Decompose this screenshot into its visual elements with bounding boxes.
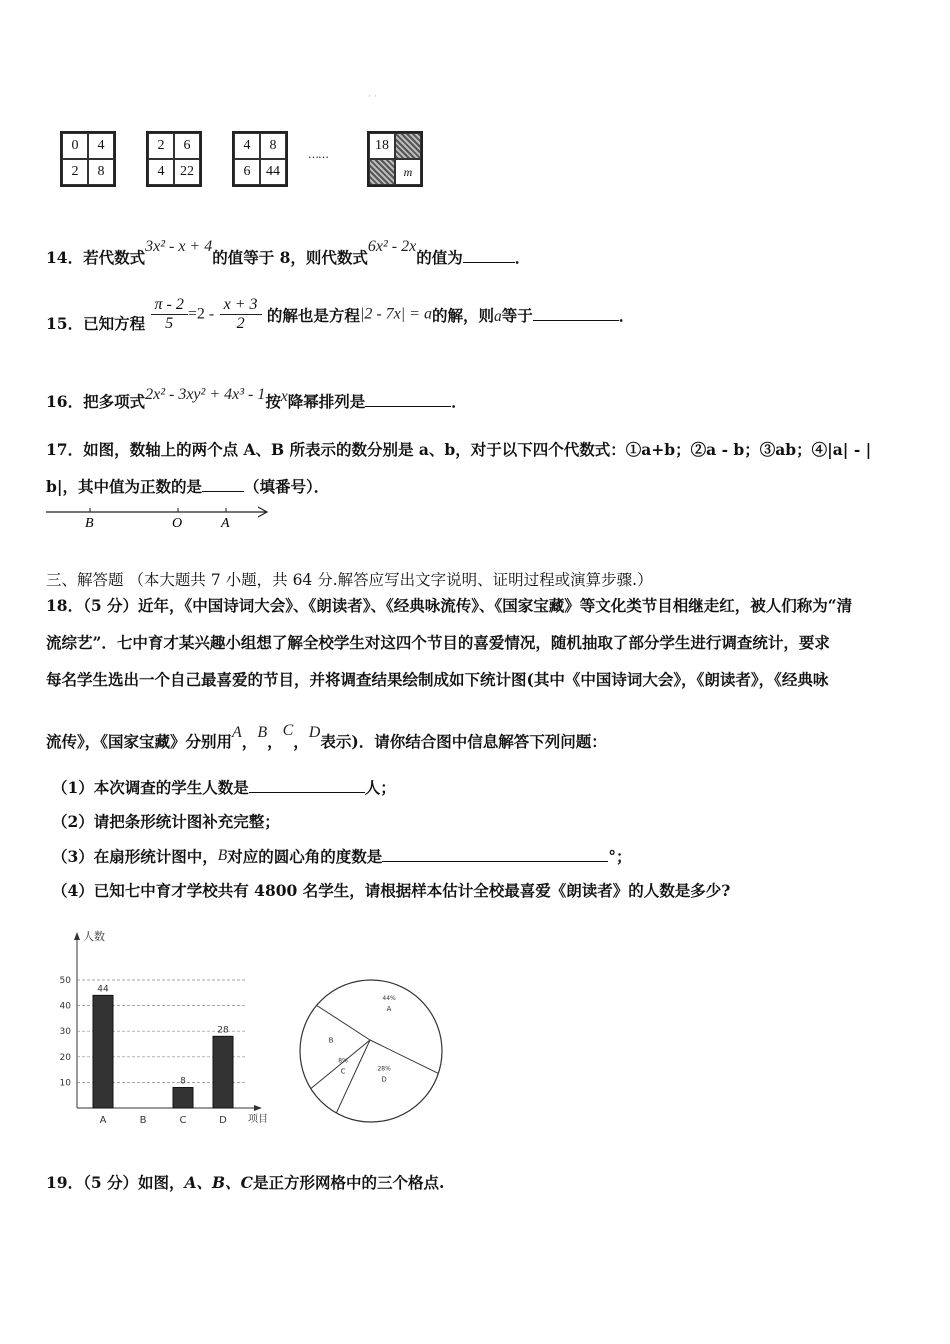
q-number: 14． <box>46 248 84 267</box>
cell: 22 <box>174 159 200 185</box>
text: ． <box>514 248 531 267</box>
cell: 4 <box>234 133 260 159</box>
header-mark: · · <box>368 92 377 102</box>
y-tick-label: 10 <box>59 1078 71 1089</box>
x-tick-label: D <box>219 1115 227 1126</box>
var-A: A <box>232 724 242 741</box>
cell: 44 <box>260 159 286 185</box>
text: 的值等于 8，则代数式 <box>212 248 368 267</box>
y-tick-label: 20 <box>59 1052 71 1063</box>
var-B: B <box>257 724 268 741</box>
variable: B <box>217 847 228 864</box>
cell: 0 <box>62 133 88 159</box>
bar <box>173 1088 193 1108</box>
sep: ， <box>241 732 258 751</box>
y-tick-label: 40 <box>59 1001 71 1012</box>
variable: a <box>493 307 502 325</box>
x-tick-label: A <box>99 1115 107 1126</box>
pie-pct-label: 8% <box>338 1057 348 1065</box>
x-axis-label: 项目 <box>248 1114 268 1125</box>
text: 按 <box>265 392 281 411</box>
y-tick-label: 50 <box>59 976 71 986</box>
question-18-line4 <box>46 722 607 752</box>
q-number: 16． <box>46 392 84 411</box>
bar-value-label: 44 <box>97 984 109 995</box>
expression: |2 - 7x| = a <box>359 305 432 323</box>
question-18-line2: 流综艺”．七中育才某兴趣小组想了解全校学生对这四个节目的喜爱情况，随机抽取了部分学生进行调查统计，要求 <box>46 633 830 652</box>
text: 对应的圆心角的度数是 <box>227 847 383 866</box>
cell: 6 <box>234 159 260 185</box>
pie-slice-label: A <box>386 1004 392 1013</box>
question-18-sub3 <box>52 845 632 867</box>
cell: m <box>395 159 421 185</box>
text: b|，其中值为正数的是 <box>46 477 202 496</box>
question-14 <box>46 238 531 268</box>
text: 表示)．请你结合图中信息解答下列问题： <box>320 732 607 751</box>
bar <box>213 1036 233 1108</box>
text: 的值为 <box>416 248 463 267</box>
label-O: O <box>172 516 183 531</box>
section-3-heading: 三、解答题 （本大题共 7 小题，共 64 分.解答应写出文字说明、证明过程或演算步骤.） <box>46 571 653 589</box>
cell: 4 <box>148 159 174 185</box>
answer-blank[interactable] <box>365 392 451 407</box>
pattern-square-last <box>367 131 423 187</box>
pattern-square-3 <box>232 131 288 187</box>
question-17-line2 <box>46 475 329 497</box>
q-number: 19． <box>46 1173 84 1192</box>
cell: 4 <box>88 133 114 159</box>
x-axis-arrow <box>254 1105 262 1111</box>
text: 流传》，《国家宝藏》分别用 <box>46 732 233 751</box>
bar <box>93 995 113 1108</box>
y-axis-arrow <box>74 932 80 940</box>
numerator: π - 2 <box>151 296 188 315</box>
pie-slice-label: C <box>340 1067 346 1076</box>
text: 已知方程 <box>83 313 146 333</box>
question-18-line1: 18．（5 分）近年，《中国诗词大会》、《朗读者》、《经典咏流传》、《国家宝藏》等文化类节目相继走红，被人们称为“清 <box>46 596 853 615</box>
q-number: 15． <box>46 313 84 333</box>
bar-value-label: 8 <box>180 1076 186 1087</box>
expression: =2 - <box>187 305 215 323</box>
cell: 18 <box>369 133 395 159</box>
text: 人； <box>364 778 396 797</box>
bar-chart <box>40 922 290 1132</box>
denominator: 2 <box>236 315 245 332</box>
expression: 6x² - 2x <box>367 238 417 255</box>
fraction <box>151 296 188 333</box>
cell: 2 <box>148 133 174 159</box>
y-tick-label: 30 <box>59 1027 71 1038</box>
text: （填番号）． <box>243 477 330 496</box>
cell-shaded <box>369 159 395 185</box>
text: 的解，则 <box>431 305 494 325</box>
var-C: C <box>282 722 294 739</box>
text: 等于 <box>501 305 533 325</box>
text: （5 分）如图， <box>83 1173 185 1192</box>
numerator: x + 3 <box>220 296 262 315</box>
text: 若代数式 <box>83 248 146 267</box>
text: 是正方形网格中的三个格点. <box>252 1173 445 1192</box>
y-axis-label: 人数 <box>83 930 105 943</box>
expression: 3x² - x + 4 <box>145 238 213 255</box>
number-line <box>44 503 274 531</box>
text: 降幂排列是 <box>287 392 366 411</box>
pie-pct-label: 28% <box>377 1065 391 1073</box>
sep: ， <box>293 732 309 751</box>
variable: x <box>280 388 288 405</box>
text: 把多项式 <box>83 392 146 411</box>
cell: 6 <box>174 133 200 159</box>
cell: 8 <box>260 133 286 159</box>
text: 的解也是方程 <box>266 305 360 325</box>
points: A、B、C <box>184 1173 253 1192</box>
answer-blank[interactable] <box>463 248 515 263</box>
cell: 8 <box>88 159 114 185</box>
question-16 <box>46 386 467 412</box>
label-B: B <box>85 516 94 531</box>
question-15 <box>46 296 634 333</box>
pie-slice-label: B <box>328 1036 334 1045</box>
question-19 <box>46 1171 444 1193</box>
pie-chart <box>290 970 456 1136</box>
expression: 2x² - 3xy² + 4x³ - 1 <box>145 386 266 403</box>
denominator: 5 <box>165 315 174 332</box>
question-18-line3: 每名学生选出一个自己最喜爱的节目，并将调查结果绘制成如下统计图(其中《中国诗词大会》，《朗读者》，《经典咏 <box>46 670 829 689</box>
text: ． <box>451 392 467 411</box>
answer-blank[interactable] <box>382 847 608 862</box>
pattern-ellipsis: …… <box>308 148 328 161</box>
x-tick-label: B <box>139 1115 147 1126</box>
fraction <box>220 296 262 333</box>
pie-outline <box>300 980 442 1122</box>
x-tick-label: C <box>179 1115 187 1126</box>
label-A: A <box>221 516 230 531</box>
pattern-square-1 <box>60 131 116 187</box>
question-18-sub4: （4）已知七中育才学校共有 4800 名学生，请根据样本估计全校最喜爱《朗读者》的人数是多少? <box>52 881 731 900</box>
question-18-sub2: （2）请把条形统计图补充完整； <box>52 812 280 831</box>
answer-blank[interactable] <box>249 778 365 793</box>
question-18-sub1 <box>52 776 396 798</box>
question-17-line1: 17．如图，数轴上的两个点 A、B 所表示的数分别是 a、b，对于以下四个代数式：①a+b；②a - b；③ab；④|a| - | <box>46 440 872 459</box>
cell: 2 <box>62 159 88 185</box>
sep: ， <box>267 732 283 751</box>
text: °； <box>608 847 632 866</box>
var-D: D <box>308 724 321 741</box>
text: ． <box>618 305 635 325</box>
text: （3）在扇形统计图中， <box>52 847 218 866</box>
pie-slice-label: D <box>381 1075 387 1084</box>
pattern-square-2 <box>146 131 202 187</box>
pie-pct-label: 44% <box>382 994 396 1002</box>
bar-value-label: 28 <box>217 1025 229 1036</box>
cell-shaded <box>395 133 421 159</box>
answer-blank[interactable] <box>202 477 244 492</box>
answer-blank[interactable] <box>533 306 619 321</box>
text: （1）本次调查的学生人数是 <box>52 778 249 797</box>
